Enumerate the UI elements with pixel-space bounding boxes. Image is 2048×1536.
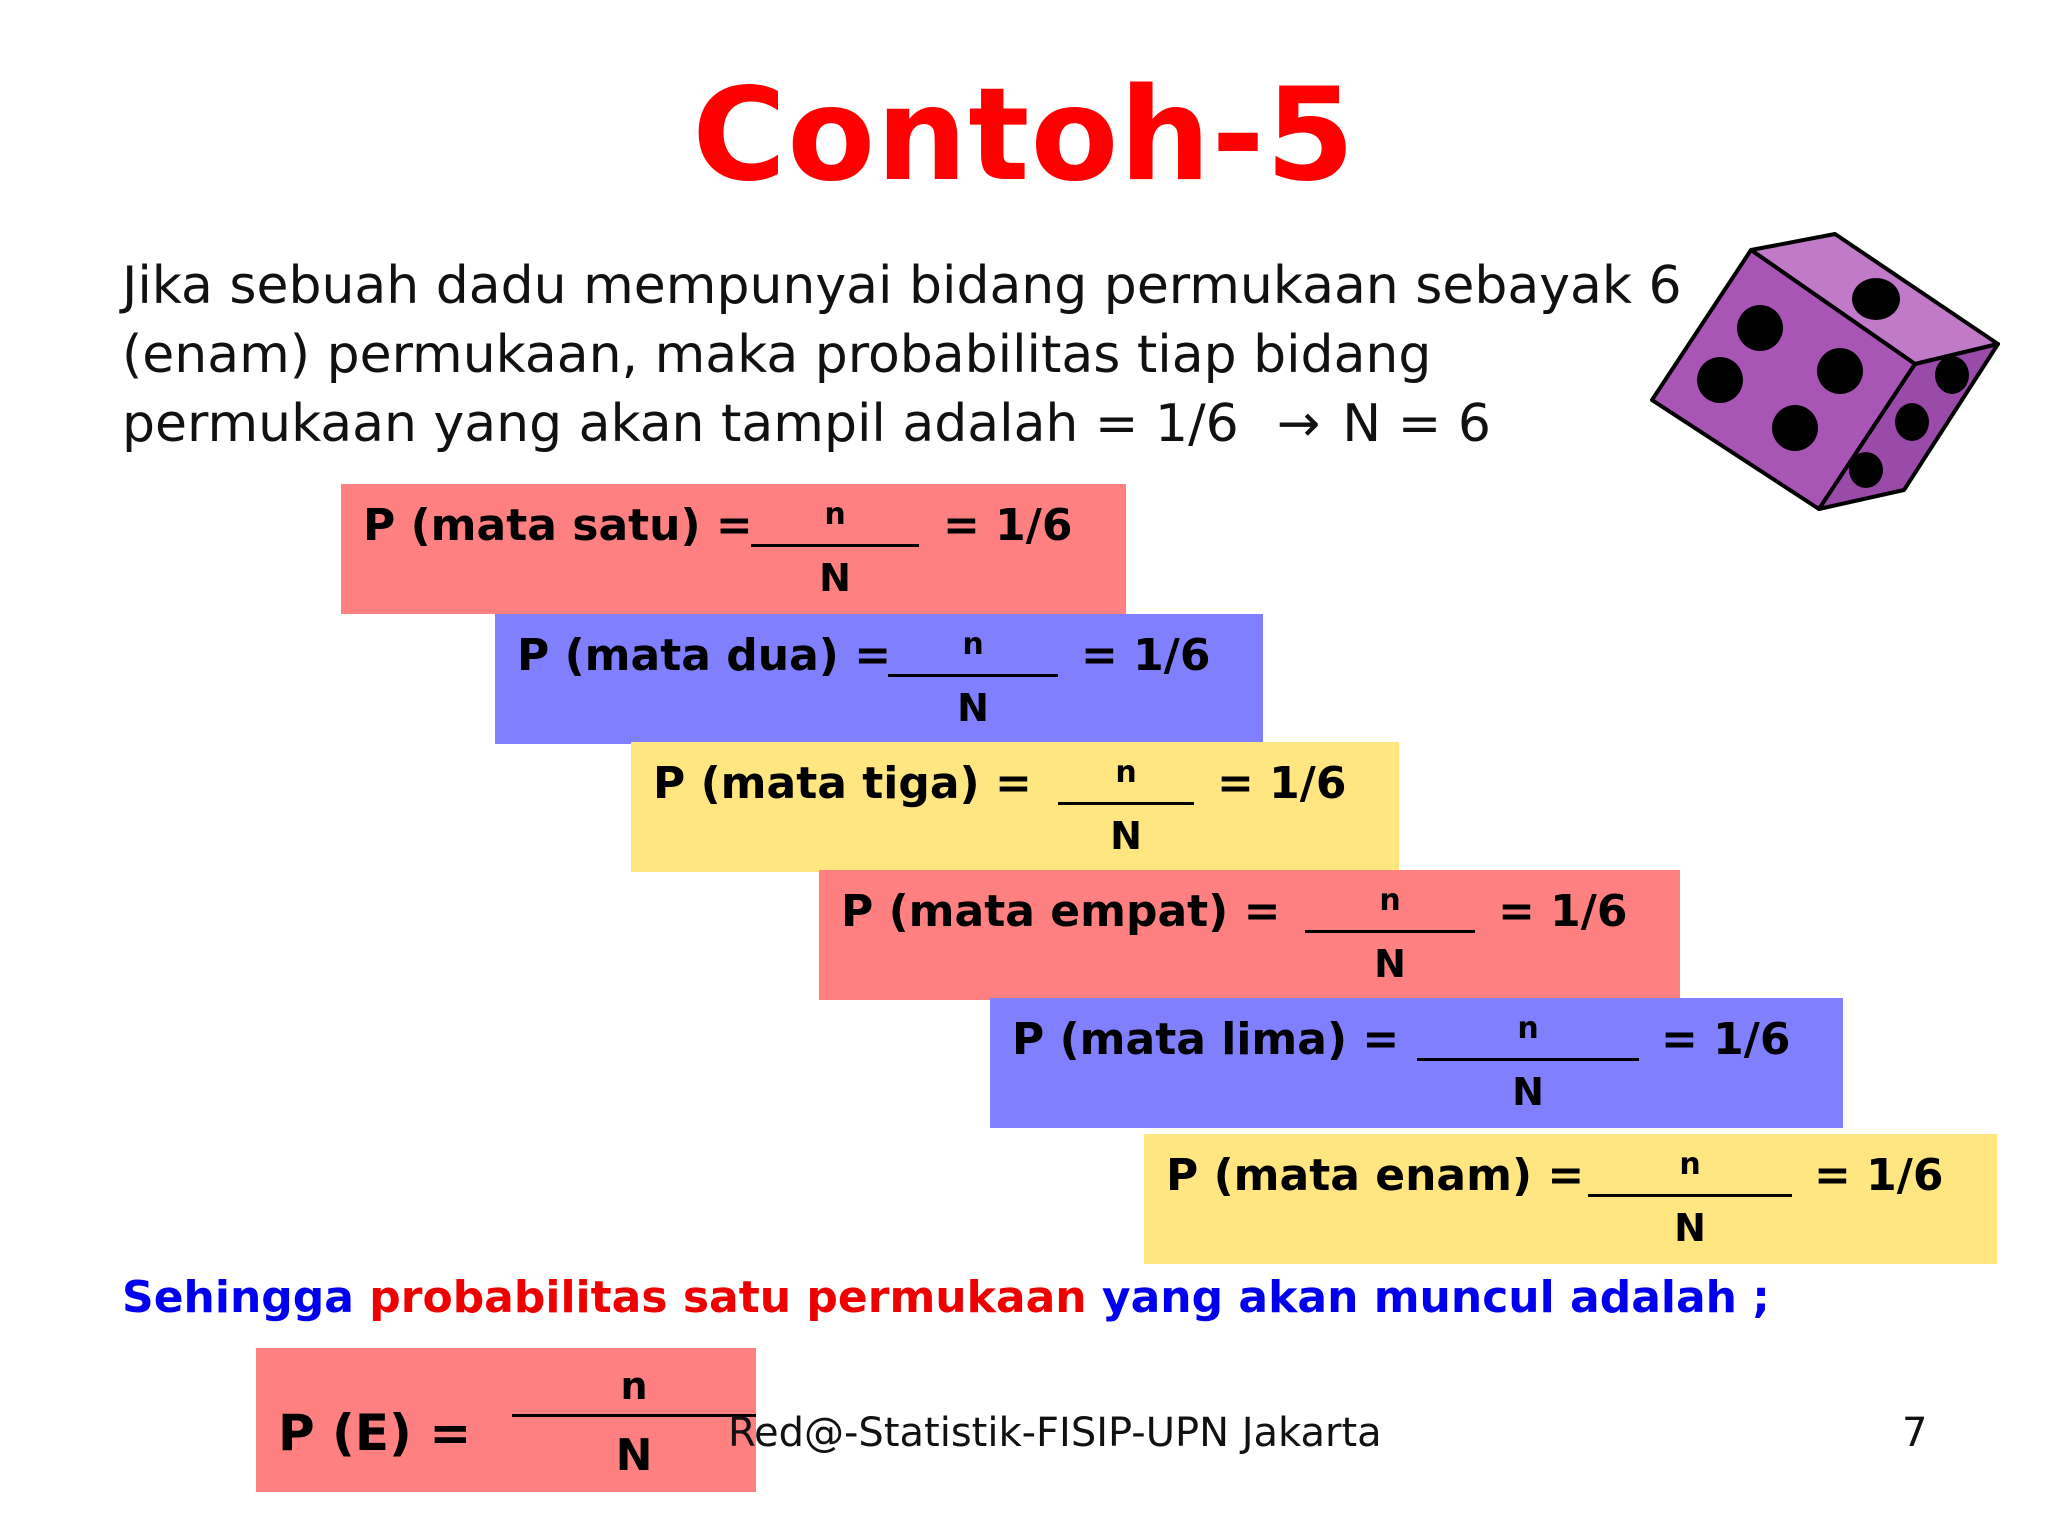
equation-result: = 1/6	[1814, 1150, 1944, 1201]
dice-icon	[1640, 228, 2010, 518]
dice-pip	[1852, 278, 1900, 320]
equation-box-5	[990, 998, 1843, 1128]
arrow-icon: →	[1276, 394, 1321, 454]
equation-box-6	[1144, 1134, 1997, 1264]
intro-line-3b: N = 6	[1342, 394, 1491, 454]
page-number: 7	[1902, 1410, 1928, 1456]
fraction	[888, 614, 1058, 744]
fraction-numerator: n	[1115, 755, 1137, 790]
conclusion-text	[122, 1272, 1770, 1323]
fraction-denominator: N	[957, 686, 989, 730]
dice-pip	[1849, 452, 1883, 488]
dice-pip	[1935, 356, 1969, 394]
dice-pip	[1817, 348, 1863, 394]
equation-label: P (mata satu) =	[363, 500, 753, 551]
fraction-bar	[1588, 1194, 1792, 1197]
fraction	[512, 1348, 756, 1492]
equation-label: P (mata dua) =	[517, 630, 892, 681]
final-equation-label: P (E) =	[278, 1404, 472, 1462]
equation-result: = 1/6	[1498, 886, 1628, 937]
fraction-numerator: n	[620, 1364, 648, 1408]
fraction-bar	[1058, 802, 1194, 805]
equation-box-3	[631, 742, 1399, 872]
fraction	[1058, 742, 1194, 872]
fraction-numerator: n	[1379, 883, 1401, 918]
equation-result: = 1/6	[1661, 1014, 1791, 1065]
fraction-bar	[751, 544, 919, 547]
dice-pip	[1697, 357, 1743, 403]
conclusion-part-1: Sehingga	[122, 1272, 370, 1323]
fraction-denominator: N	[615, 1430, 653, 1481]
fraction-bar	[1305, 930, 1475, 933]
final-equation-box	[256, 1348, 756, 1492]
intro-line-2: (enam) permukaan, maka probabilitas tiap bidang	[122, 325, 1432, 385]
fraction-denominator: N	[819, 556, 851, 600]
equation-result: = 1/6	[1081, 630, 1211, 681]
dice-pip	[1737, 305, 1783, 351]
equation-label: P (mata tiga) =	[653, 758, 1032, 809]
equation-result: = 1/6	[1217, 758, 1347, 809]
equation-label: P (mata enam) =	[1166, 1150, 1585, 1201]
slide-title: Contoh-5	[692, 61, 1356, 210]
dice-pip	[1772, 405, 1818, 451]
dice-pip	[1895, 403, 1929, 441]
equation-box-4	[819, 870, 1680, 1000]
equation-result: = 1/6	[943, 500, 1073, 551]
fraction-numerator: n	[824, 497, 846, 532]
fraction-denominator: N	[1374, 942, 1406, 986]
footer-text: Red@-Statistik-FISIP-UPN Jakarta	[728, 1410, 1382, 1456]
fraction	[1305, 870, 1475, 1000]
fraction	[1588, 1134, 1792, 1264]
equation-label: P (mata empat) =	[841, 886, 1281, 937]
equation-box-1	[341, 484, 1126, 614]
equation-box-2	[495, 614, 1263, 744]
fraction	[751, 484, 919, 614]
intro-line-1: Jika sebuah dadu mempunyai bidang permukaan sebayak 6	[122, 256, 1682, 316]
conclusion-part-2: probabilitas satu permukaan	[369, 1272, 1087, 1323]
intro-line-3a: permukaan yang akan tampil adalah = 1/6	[122, 394, 1239, 454]
conclusion-part-3: yang akan muncul adalah ;	[1086, 1272, 1770, 1323]
fraction-bar	[1417, 1058, 1639, 1061]
fraction-denominator: N	[1512, 1070, 1544, 1114]
equation-label: P (mata lima) =	[1012, 1014, 1400, 1065]
fraction-bar	[512, 1414, 756, 1417]
fraction-denominator: N	[1674, 1206, 1706, 1250]
intro-line-3	[122, 390, 1672, 459]
fraction-numerator: n	[962, 627, 984, 662]
fraction-bar	[888, 674, 1058, 677]
fraction	[1417, 998, 1639, 1128]
fraction-denominator: N	[1110, 814, 1142, 858]
intro-paragraph	[122, 252, 1682, 459]
fraction-numerator: n	[1679, 1147, 1701, 1182]
fraction-numerator: n	[1517, 1011, 1539, 1046]
